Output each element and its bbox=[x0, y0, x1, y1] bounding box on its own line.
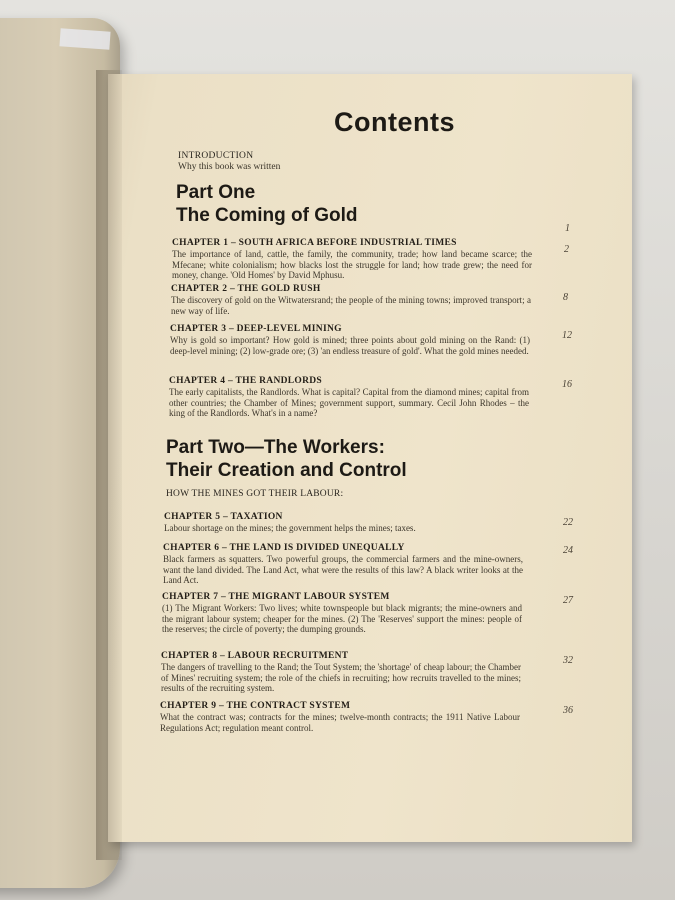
chapter-page-number: 36 bbox=[563, 705, 573, 716]
chapter-description: Labour shortage on the mines; the government helps the mines; taxes. bbox=[164, 523, 416, 533]
chapter-entry-5 bbox=[164, 512, 524, 534]
chapter-description: What the contract was; contracts for the mines; twelve-month contracts; the 1911 Native Labour Regulations Act; regulation meant control. bbox=[160, 712, 520, 733]
chapter-title: CHAPTER 1 – SOUTH AFRICA BEFORE INDUSTRIAL TIMES bbox=[172, 238, 457, 248]
chapter-page-number: 8 bbox=[563, 292, 568, 303]
part-one-page-number: 1 bbox=[565, 223, 570, 234]
chapter-description: The discovery of gold on the Witwatersrand; the people of the mining towns; improved transport; a new way of life. bbox=[171, 295, 531, 316]
part-two-line2: Their Creation and Control bbox=[166, 460, 407, 482]
chapter-entry-1 bbox=[172, 238, 532, 281]
chapter-page-number: 16 bbox=[562, 379, 572, 390]
part-two-line1: Part Two—The Workers: bbox=[166, 437, 385, 458]
chapter-description: The importance of land, cattle, the family, the community, trade; how land became scarce; the Mfecane; white colonialism; how blacks lost the struggle for land; how trade grew; the need for money, change. 'Old Homes' by David Mphusu. bbox=[172, 249, 532, 281]
chapter-description: Black farmers as squatters. Two powerful groups, the commercial farmers and the mine-owners, want the land divided. The Land Act, what were the results of this law? A black writer looks at the Land Act. bbox=[163, 554, 523, 586]
chapter-page-number: 12 bbox=[562, 330, 572, 341]
chapter-description: (1) The Migrant Workers: Two lives; white townspeople but black migrants; the mine-owners and the migrant labour system; cheaper for the mines. (2) The 'Reserves' support the mines: people of the reserves; the circle of poverty; the dumping grounds. bbox=[162, 603, 522, 635]
chapter-entry-8 bbox=[161, 651, 521, 694]
chapter-description: The dangers of travelling to the Rand; the Tout System; the 'shortage' of cheap labour; the Chamber of Mines' recruiting system; the role of the chiefs in recruiting; how recruits travelled to the mines; results of the recruiting system. bbox=[161, 662, 521, 694]
part-one-line2: The Coming of Gold bbox=[176, 205, 358, 227]
introduction-heading: INTRODUCTION bbox=[178, 151, 254, 161]
chapter-entry-7 bbox=[162, 592, 522, 635]
chapter-title: CHAPTER 8 – LABOUR RECRUITMENT bbox=[161, 651, 349, 661]
chapter-title: CHAPTER 9 – THE CONTRACT SYSTEM bbox=[160, 701, 351, 711]
part-two-section-heading: HOW THE MINES GOT THEIR LABOUR: bbox=[166, 489, 344, 499]
chapter-page-number: 32 bbox=[563, 655, 573, 666]
part-one-heading bbox=[176, 181, 358, 227]
chapter-title: CHAPTER 5 – TAXATION bbox=[164, 512, 283, 522]
chapter-page-number: 22 bbox=[563, 517, 573, 528]
chapter-title: CHAPTER 2 – THE GOLD RUSH bbox=[171, 284, 321, 294]
chapter-entry-3 bbox=[170, 324, 530, 356]
chapter-page-number: 24 bbox=[563, 545, 573, 556]
part-two-heading bbox=[166, 436, 407, 482]
page-title: Contents bbox=[334, 107, 455, 137]
chapter-entry-9 bbox=[160, 701, 520, 733]
chapter-page-number: 2 bbox=[564, 244, 569, 255]
chapter-entry-2 bbox=[171, 284, 531, 316]
part-one-line1: Part One bbox=[176, 182, 256, 203]
chapter-entry-6 bbox=[163, 543, 523, 586]
chapter-title: CHAPTER 6 – THE LAND IS DIVIDED UNEQUALLY bbox=[163, 543, 405, 553]
chapter-title: CHAPTER 3 – DEEP-LEVEL MINING bbox=[170, 324, 342, 334]
introduction-subtitle: Why this book was written bbox=[178, 162, 281, 172]
chapter-page-number: 27 bbox=[563, 595, 573, 606]
chapter-description: The early capitalists, the Randlords. What is capital? Capital from the diamond mines; capital from other countries; the Chamber of Mines; government support, summary. Cecil John Rhodes – the king of the Randlords. What's in a name? bbox=[169, 387, 529, 419]
chapter-description: Why is gold so important? How gold is mined; three points about gold mining on the Rand: (1) deep-level mining; (2) low-grade ore; (3) 'an endless treasure of gold'. What the gold mines needed. bbox=[170, 335, 530, 356]
chapter-title: CHAPTER 4 – THE RANDLORDS bbox=[169, 376, 323, 386]
chapter-entry-4 bbox=[169, 376, 529, 419]
chapter-title: CHAPTER 7 – THE MIGRANT LABOUR SYSTEM bbox=[162, 592, 390, 602]
